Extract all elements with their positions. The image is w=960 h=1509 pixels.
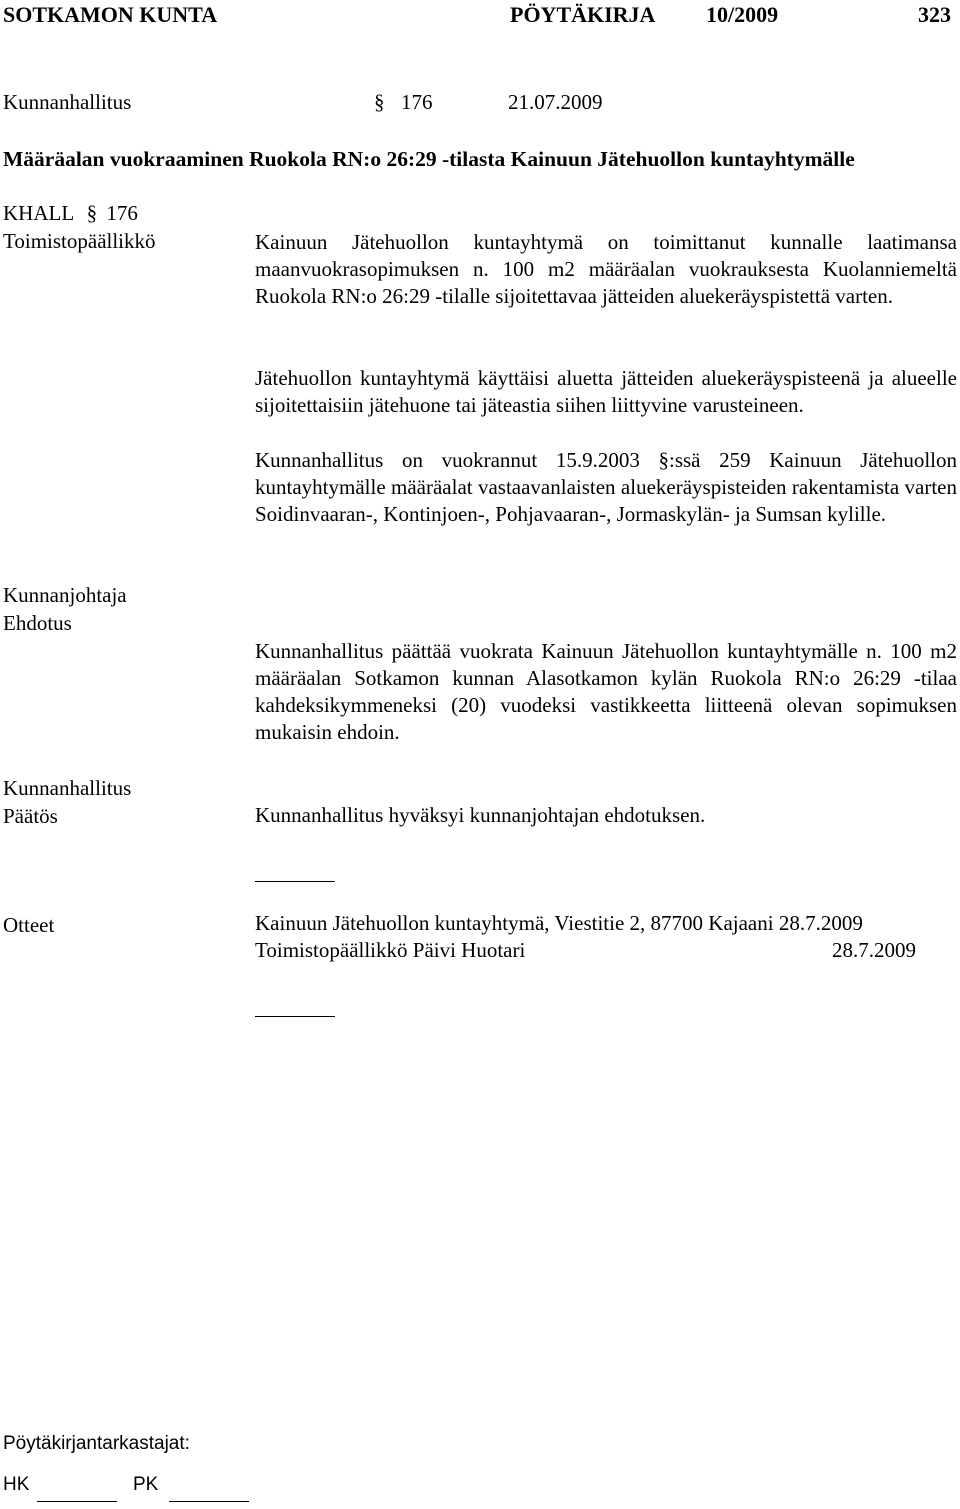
khall-section-sign: § [86, 201, 98, 225]
page-title: Määräalan vuokraaminen Ruokola RN:o 26:29 -tilasta Kainuun Jätehuollon kuntayhtymälle [3, 147, 855, 171]
page-number: 323 [918, 2, 951, 27]
extract-recipient-2: Toimistopäällikkö Päivi Huotari [255, 938, 526, 962]
inspector-initials-1: HK [3, 1474, 30, 1495]
document-type: PÖYTÄKIRJA [510, 2, 656, 27]
p3-after: :ssä 259 Kainuun Jätehuollon kuntayhtymälle määräalat vastaavanlaisten aluekeräyspisteiden rakentamista varten Soidinvaaran-, Kontinjoen-, Pohjavaaran-, Jormaskylän- ja Sumsan kylille. [255, 448, 958, 526]
p3-section-sign: § [658, 448, 669, 472]
paragraph-background: Kainuun Jätehuollon kuntayhtymä on toimittanut kunnalle laatimansa maanvuokrasopimuksen n. 100 m2 määräalan vuokrauksesta Kuolanniemeltä Ruokola RN:o 26:29 -tilalle sijoitettavaa jätteiden aluekeräyspistettä varten. [255, 230, 957, 308]
inspector-initials-2: PK [133, 1474, 159, 1495]
proposal-label: Ehdotus [3, 611, 72, 635]
proposal-text: Kunnanhallitus päättää vuokrata Kainuun Jätehuollon kuntayhtymälle n. 100 m2 määräalan Sotkamon kunnan Alasotkamon kylän Ruokola RN:o 26:29 -tilaa kahdeksikymmeneksi (20) vuodeksi vastikkeetta liitteenä olevan sopimuksen mukaisin ehdoin. [255, 639, 957, 744]
presenter-label: Toimistopäällikkö [3, 229, 156, 253]
extract-recipient-1: Kainuun Jätehuollon kuntayhtymä, Viestitie 2, 87700 Kajaani 28.7.2009 [255, 911, 863, 935]
inspectors-label: Pöytäkirjantarkastajat: [3, 1433, 190, 1454]
separator-line-2 [255, 1016, 335, 1017]
signature-line-2 [169, 1501, 249, 1502]
municipality-name: SOTKAMON KUNTA [3, 2, 218, 27]
decider-label: Kunnanhallitus [3, 776, 132, 800]
decision-text: Kunnanhallitus hyväksyi kunnanjohtajan ehdotuksen. [255, 803, 706, 827]
p3-before: Kunnanhallitus on vuokrannut 15.9.2003 [255, 448, 640, 472]
meeting-body: Kunnanhallitus [3, 90, 132, 114]
issue-number: 10/2009 [706, 2, 779, 27]
khall-code-text: KHALL [3, 201, 74, 225]
proposer-label: Kunnanjohtaja [3, 583, 127, 607]
section-sign: § [374, 90, 385, 114]
section-number: 176 [401, 90, 433, 114]
decision-label: Päätös [3, 804, 58, 828]
khall-number: 176 [106, 201, 138, 225]
separator-line [255, 881, 335, 882]
khall-code [3, 201, 138, 226]
extract-recipient-2-date: 28.7.2009 [832, 938, 916, 962]
extracts-label: Otteet [3, 913, 55, 937]
paragraph-usage: Jätehuollon kuntayhtymä käyttäisi aluetta jätteiden aluekeräyspisteenä ja alueelle sijoitettaisiin jätehuone tai jäteastia siihen liittyvine varusteineen. [255, 366, 957, 417]
paragraph-previous-leases [255, 447, 957, 528]
signature-line-1 [37, 1501, 117, 1502]
meeting-date: 21.07.2009 [508, 90, 603, 114]
